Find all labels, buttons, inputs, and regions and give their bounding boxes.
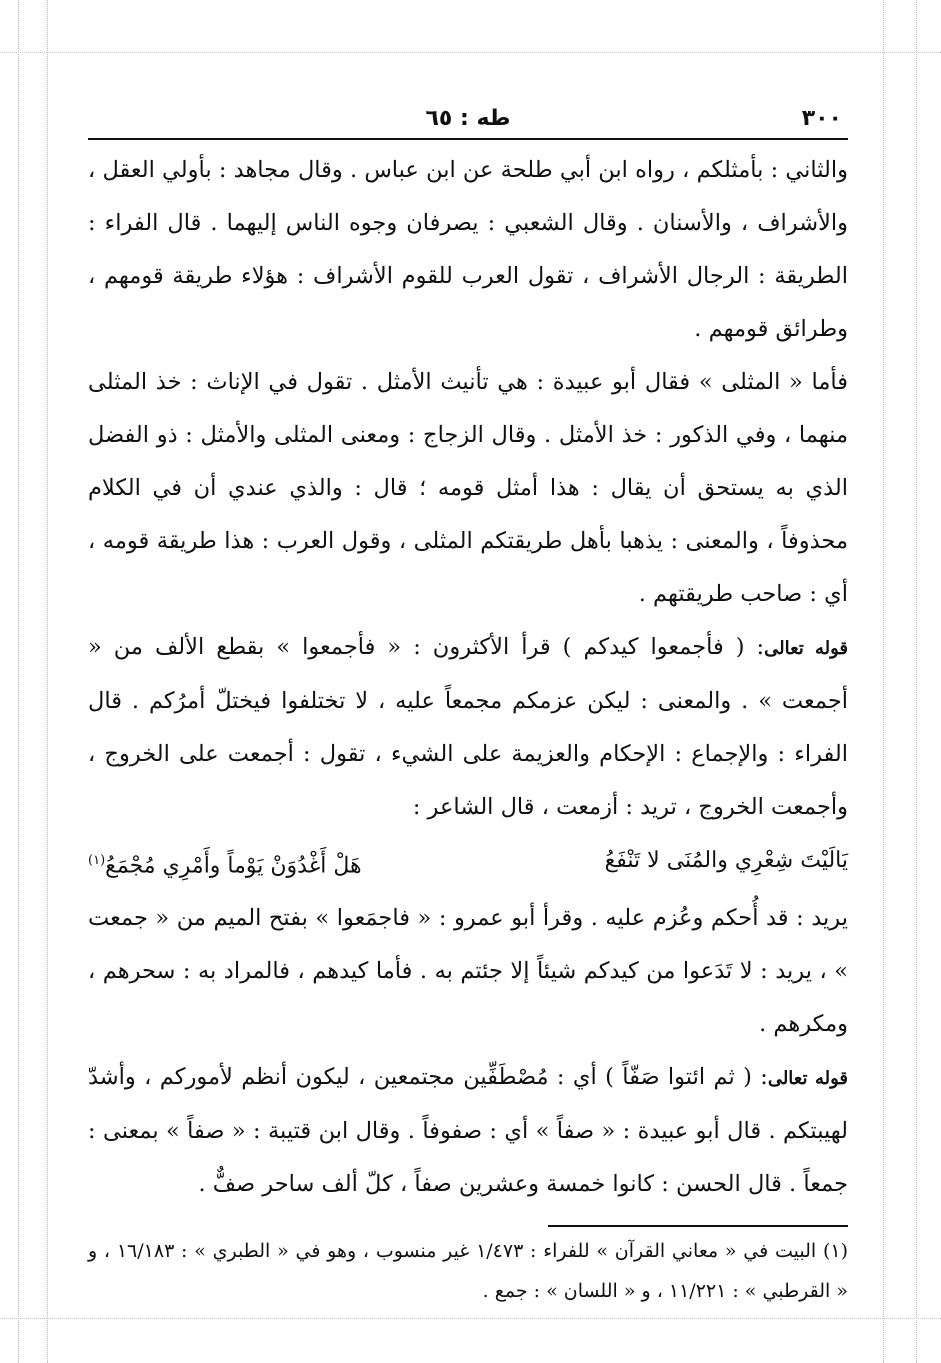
main-text [88, 144, 848, 1211]
poetry-verse [88, 834, 848, 892]
margin-guide-right [916, 0, 917, 1363]
verse-hemistich-1: يَالَيْتَ شِعْرِي والمُنَى لا تَنْفَعُ [604, 848, 848, 873]
paragraph-2: فأما « المثلى » فقال أبو عبيدة : هي تأنيث الأمثل . تقول في الإناث : خذ المثلى منهما ، وفي الذكور : خذ الأمثل . وقال الزجاج : ومعنى المثلى والأمثل : ذو الفضل الذي به يستحق أن يقال : هذا أمثل قومه ؛ قال : والذي عندي أن في الكلام محذوفاً ، والمعنى : يذهبا بأهل طريقتكم المثلى ، وقول العرب : هذا طريقة قومه ، أي : صاحب طريقتهم . [88, 369, 848, 607]
verse-hemistich-2 [88, 834, 362, 892]
header-rule [88, 138, 848, 140]
footnote-ref: (١) [88, 853, 106, 868]
section-1-text: : ( فأجمعوا كيدكم ) قرأ الأكثرون : « فأجمعوا » بقطع الألف من « أجمعت » . والمعنى : ليكن عزمكم مجمعاً عليه ، لا تختلفوا فيختلّ أمرُكم . قال الفراء : والإجماع : الإحكام والعزيمة على الشيء ، تقول : أجمعت على الخروج ، وأجمعت الخروج ، تريد : أزمعت ، قال الشاعر : [88, 634, 848, 820]
section-1 [88, 621, 848, 834]
margin-guide-bottom [0, 1318, 941, 1319]
margin-guide-left [18, 0, 19, 1363]
page-header [88, 102, 848, 138]
running-title: طه : ٦٥ [425, 106, 511, 131]
book-page [88, 102, 848, 1311]
footnote-rule [548, 1225, 848, 1227]
verse-hemistich-2-text: هَلْ أَغْدُوَنْ يَوْماً وأَمْرِي مُجْمَعُ [105, 853, 362, 879]
page-number: ٣٠٠ [801, 106, 842, 131]
footnote-1: (١) البيت في « معاني القرآن » للفراء : ١/٤٧٣ غير منسوب ، وهو في « الطبري » : ١٦/١٨٣ ، و « القرطبي » : ١١/٢٢١ ، و « اللسان » : جمع . [88, 1240, 848, 1303]
section-2-lead: قوله تعالى [767, 1068, 848, 1090]
section-2 [88, 1051, 848, 1211]
section-1-lead: قوله تعالى [764, 638, 848, 659]
margin-guide-right-inner [883, 0, 884, 1363]
margin-guide-left-inner [47, 0, 48, 1363]
footnotes [88, 1231, 848, 1311]
paragraph-1: والثاني : بأمثلكم ، رواه ابن أبي طلحة عن ابن عباس . وقال مجاهد : بأولي العقل ، والأشراف ، والأسنان . وقال الشعبي : يصرفان وجوه الناس إليهما . قال الفراء : الطريقة : الرجال الأشراف ، تقول العرب للقوم الأشراف : هؤلاء طريقة قومهم ، وطرائق قومهم . [88, 157, 848, 342]
margin-guide-top [0, 52, 941, 53]
section-2-text: : ( ثم ائتوا صَفّاً ) أي : مُصْطَفِّين مجتمعين ، ليكون أنظم لأموركم ، وأشدّ لهيبتكم . قال أبو عبيدة : « صفاً » أي : صفوفاً . وقال ابن قتيبة : « صفاً » بمعنى : جمعاً . قال الحسن : كانوا خمسة وعشرين صفاً ، كلّ ألف ساحر صفٌّ . [88, 1064, 848, 1198]
section-1-continued: يريد : قد أُحكم وعُزم عليه . وقرأ أبو عمرو : « فاجمَعوا » بفتح الميم من « جمعت » ، يريد : لا تَدَعوا من كيدكم شيئاً إلا جئتم به . فأما كيدهم ، فالمراد به : سحرهم ، ومكرهم . [88, 905, 848, 1038]
